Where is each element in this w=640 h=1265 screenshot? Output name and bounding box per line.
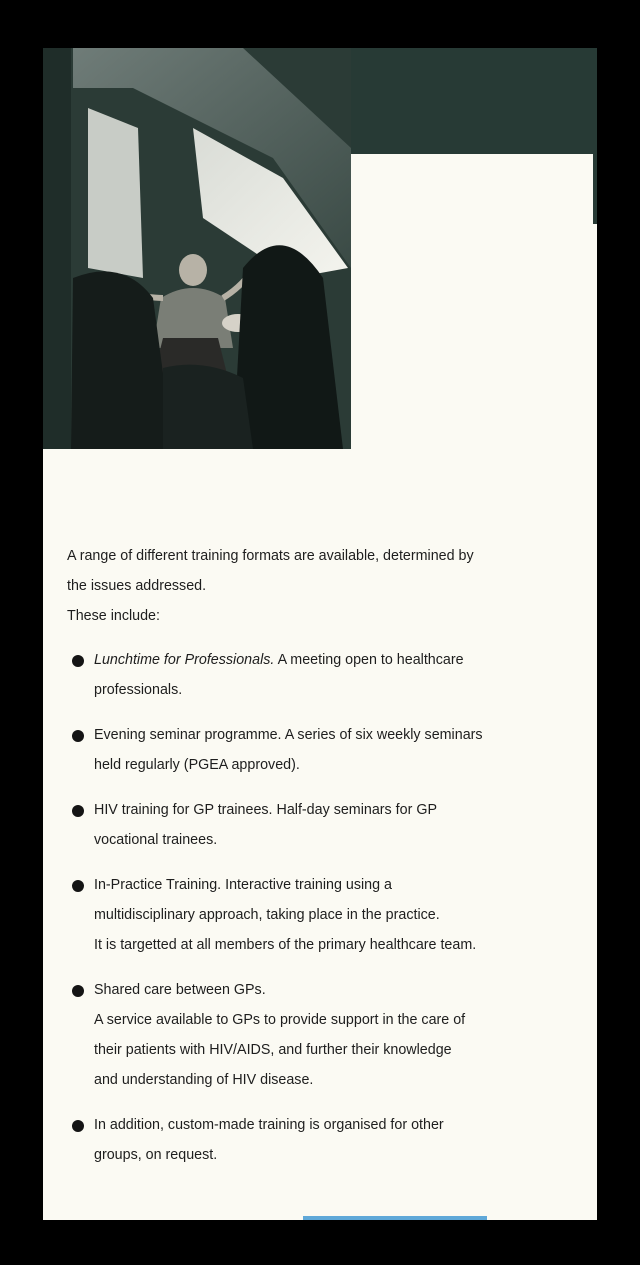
bullet-text: Evening seminar programme. A series of six weekly seminars <box>94 727 483 743</box>
bullet-text: vocational trainees. <box>94 832 218 848</box>
training-format-list <box>67 645 497 1170</box>
intro-line-3: These include: <box>67 608 160 624</box>
accent-line <box>303 1216 487 1220</box>
bullet-text: In-Practice Training. Interactive training using a <box>94 877 393 893</box>
bullet-text: groups, on request. <box>94 1147 218 1163</box>
list-item <box>67 870 497 960</box>
bullet-text: A meeting open to healthcare <box>274 652 464 668</box>
list-item <box>67 1110 497 1170</box>
training-formats-text <box>67 541 497 1170</box>
bullet-text: multidisciplinary approach, taking place in the practice. <box>94 907 440 923</box>
bullet-text: their patients with HIV/AIDS, and further their knowledge <box>94 1042 452 1058</box>
bullet-text: professionals. <box>94 682 183 698</box>
bullet-icon <box>72 985 84 997</box>
intro-line-2: the issues addressed. <box>67 578 207 594</box>
list-item <box>67 645 497 705</box>
bullet-text: It is targetted at all members of the primary healthcare team. <box>94 937 477 953</box>
bullet-icon <box>72 1120 84 1132</box>
bullet-text: Shared care between GPs. <box>94 982 266 998</box>
bullet-text: and understanding of HIV disease. <box>94 1072 314 1088</box>
list-item <box>67 975 497 1095</box>
bullet-icon <box>72 655 84 667</box>
list-item <box>67 720 497 780</box>
bullet-icon <box>72 730 84 742</box>
bullet-icon <box>72 880 84 892</box>
intro-line-1: A range of different training formats are available, determined by <box>67 548 474 564</box>
bullet-text: HIV training for GP trainees. Half-day seminars for GP <box>94 802 437 818</box>
dark-edge-strip <box>593 154 597 224</box>
bullet-text: A service available to GPs to provide support in the care of <box>94 1012 466 1028</box>
list-item <box>67 795 497 855</box>
bullet-text: In addition, custom-made training is organised for other <box>94 1117 444 1133</box>
photo-seminar-icon <box>43 48 351 449</box>
bullet-text: held regularly (PGEA approved). <box>94 757 300 773</box>
bullet-title: Lunchtime for Professionals. <box>94 652 275 668</box>
bullet-icon <box>72 805 84 817</box>
leaflet-page <box>43 48 597 1220</box>
